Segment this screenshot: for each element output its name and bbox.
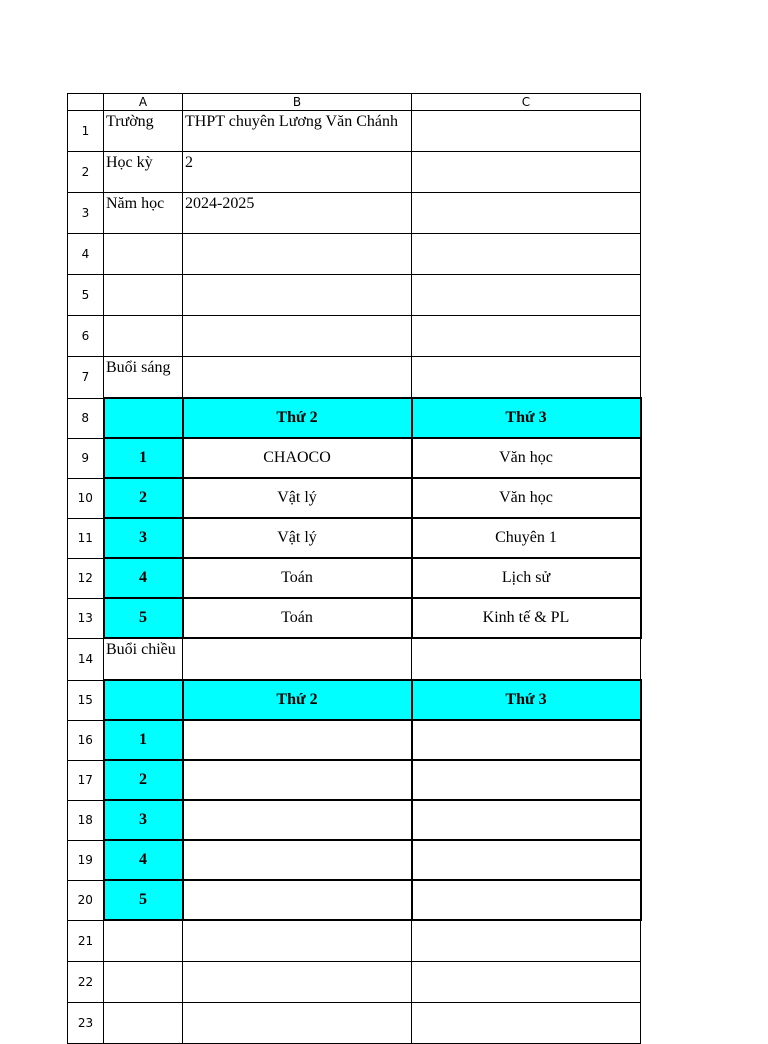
- subject-cell[interactable]: Chuyên 1: [412, 518, 641, 558]
- subject-cell[interactable]: [183, 800, 412, 840]
- corner-cell[interactable]: [68, 94, 104, 111]
- table-row: [68, 680, 641, 720]
- cell-b[interactable]: [183, 275, 412, 316]
- period-number-cell[interactable]: 2: [104, 478, 183, 518]
- table-row: [68, 111, 641, 152]
- cell-a[interactable]: Trường: [104, 111, 183, 152]
- cell-b[interactable]: [183, 316, 412, 357]
- cell-a[interactable]: Buổi chiều: [104, 638, 183, 680]
- table-row: [68, 152, 641, 193]
- row-number[interactable]: 12: [68, 558, 104, 598]
- row-number[interactable]: 23: [68, 1003, 104, 1044]
- cell-b[interactable]: [183, 234, 412, 275]
- row-number[interactable]: 8: [68, 398, 104, 438]
- row-number[interactable]: 14: [68, 638, 104, 680]
- subject-cell[interactable]: Kinh tế & PL: [412, 598, 641, 638]
- day-header-cell[interactable]: Thứ 2: [183, 398, 412, 438]
- table-row: [68, 1003, 641, 1044]
- row-number[interactable]: 5: [68, 275, 104, 316]
- row-number[interactable]: 10: [68, 478, 104, 518]
- subject-cell[interactable]: [412, 840, 641, 880]
- day-header-cell[interactable]: Thứ 3: [412, 398, 641, 438]
- cell-a[interactable]: [104, 316, 183, 357]
- period-number-cell[interactable]: 5: [104, 880, 183, 920]
- row-number[interactable]: 9: [68, 438, 104, 478]
- table-row: [68, 840, 641, 880]
- row-number[interactable]: 3: [68, 193, 104, 234]
- cell-a[interactable]: [104, 234, 183, 275]
- subject-cell[interactable]: [412, 880, 641, 920]
- row-number[interactable]: 22: [68, 962, 104, 1003]
- period-number-cell[interactable]: 4: [104, 558, 183, 598]
- row-number[interactable]: 7: [68, 357, 104, 399]
- subject-cell[interactable]: [412, 800, 641, 840]
- table-row: [68, 962, 641, 1003]
- subject-cell[interactable]: Toán: [183, 598, 412, 638]
- cell-c[interactable]: [412, 962, 641, 1003]
- subject-cell[interactable]: Văn học: [412, 438, 641, 478]
- table-row: [68, 720, 641, 760]
- row-number[interactable]: 19: [68, 840, 104, 880]
- row-number[interactable]: 17: [68, 760, 104, 800]
- period-number-cell[interactable]: 3: [104, 518, 183, 558]
- row-number[interactable]: 21: [68, 920, 104, 962]
- table-row: [68, 357, 641, 399]
- cell-c[interactable]: [412, 275, 641, 316]
- period-number-cell[interactable]: 2: [104, 760, 183, 800]
- cell-a[interactable]: Học kỳ: [104, 152, 183, 193]
- table-row: [68, 398, 641, 438]
- cell-a[interactable]: [104, 920, 183, 962]
- table-row: [68, 478, 641, 518]
- cell-a[interactable]: [104, 962, 183, 1003]
- table-row: [68, 234, 641, 275]
- subject-cell[interactable]: [183, 880, 412, 920]
- cell-c[interactable]: [412, 920, 641, 962]
- cell-c[interactable]: [412, 193, 641, 234]
- table-row: [68, 558, 641, 598]
- table-row: [68, 880, 641, 920]
- table-row: [68, 598, 641, 638]
- cell-b[interactable]: 2: [183, 152, 412, 193]
- cell-b[interactable]: [183, 1003, 412, 1044]
- subject-cell[interactable]: [412, 760, 641, 800]
- cell-c[interactable]: [412, 234, 641, 275]
- cell-a[interactable]: Năm học: [104, 193, 183, 234]
- header-blank-cell[interactable]: [104, 398, 183, 438]
- cell-b[interactable]: THPT chuyên Lương Văn Chánh: [183, 111, 412, 152]
- cell-a[interactable]: [104, 275, 183, 316]
- day-header-cell[interactable]: Thứ 3: [412, 680, 641, 720]
- period-number-cell[interactable]: 1: [104, 720, 183, 760]
- cell-c[interactable]: [412, 316, 641, 357]
- cell-b[interactable]: [183, 638, 412, 680]
- table-row: [68, 638, 641, 680]
- table-row: [68, 760, 641, 800]
- row-number[interactable]: 11: [68, 518, 104, 558]
- column-header-b[interactable]: B: [183, 94, 412, 111]
- subject-cell[interactable]: [183, 720, 412, 760]
- cell-c[interactable]: [412, 1003, 641, 1044]
- cell-b[interactable]: 2024-2025: [183, 193, 412, 234]
- column-header-row: [68, 94, 641, 111]
- row-number[interactable]: 16: [68, 720, 104, 760]
- row-number[interactable]: 2: [68, 152, 104, 193]
- cell-c[interactable]: [412, 152, 641, 193]
- subject-cell[interactable]: Văn học: [412, 478, 641, 518]
- subject-cell[interactable]: Vật lý: [183, 518, 412, 558]
- row-number[interactable]: 6: [68, 316, 104, 357]
- table-row: [68, 275, 641, 316]
- table-row: [68, 193, 641, 234]
- subject-cell[interactable]: [183, 760, 412, 800]
- cell-c[interactable]: [412, 357, 641, 399]
- subject-cell[interactable]: Lịch sử: [412, 558, 641, 598]
- header-blank-cell[interactable]: [104, 680, 183, 720]
- cell-b[interactable]: [183, 962, 412, 1003]
- row-number[interactable]: 20: [68, 880, 104, 920]
- table-row: [68, 920, 641, 962]
- row-number[interactable]: 1: [68, 111, 104, 152]
- row-number[interactable]: 4: [68, 234, 104, 275]
- column-header-c[interactable]: C: [412, 94, 641, 111]
- cell-a[interactable]: Buổi sáng: [104, 357, 183, 399]
- day-header-cell[interactable]: Thứ 2: [183, 680, 412, 720]
- cell-b[interactable]: [183, 920, 412, 962]
- cell-c[interactable]: [412, 638, 641, 680]
- period-number-cell[interactable]: 5: [104, 598, 183, 638]
- cell-c[interactable]: [412, 111, 641, 152]
- spreadsheet-grid: [67, 93, 642, 1044]
- row-number[interactable]: 18: [68, 800, 104, 840]
- cell-b[interactable]: [183, 357, 412, 399]
- table-row: [68, 316, 641, 357]
- row-number[interactable]: 15: [68, 680, 104, 720]
- table-row: [68, 800, 641, 840]
- cell-a[interactable]: [104, 1003, 183, 1044]
- subject-cell[interactable]: Vật lý: [183, 478, 412, 518]
- subject-cell[interactable]: CHAOCO: [183, 438, 412, 478]
- subject-cell[interactable]: [183, 840, 412, 880]
- period-number-cell[interactable]: 3: [104, 800, 183, 840]
- period-number-cell[interactable]: 1: [104, 438, 183, 478]
- period-number-cell[interactable]: 4: [104, 840, 183, 880]
- column-header-a[interactable]: A: [104, 94, 183, 111]
- table-row: [68, 438, 641, 478]
- table-row: [68, 518, 641, 558]
- subject-cell[interactable]: [412, 720, 641, 760]
- subject-cell[interactable]: Toán: [183, 558, 412, 598]
- row-number[interactable]: 13: [68, 598, 104, 638]
